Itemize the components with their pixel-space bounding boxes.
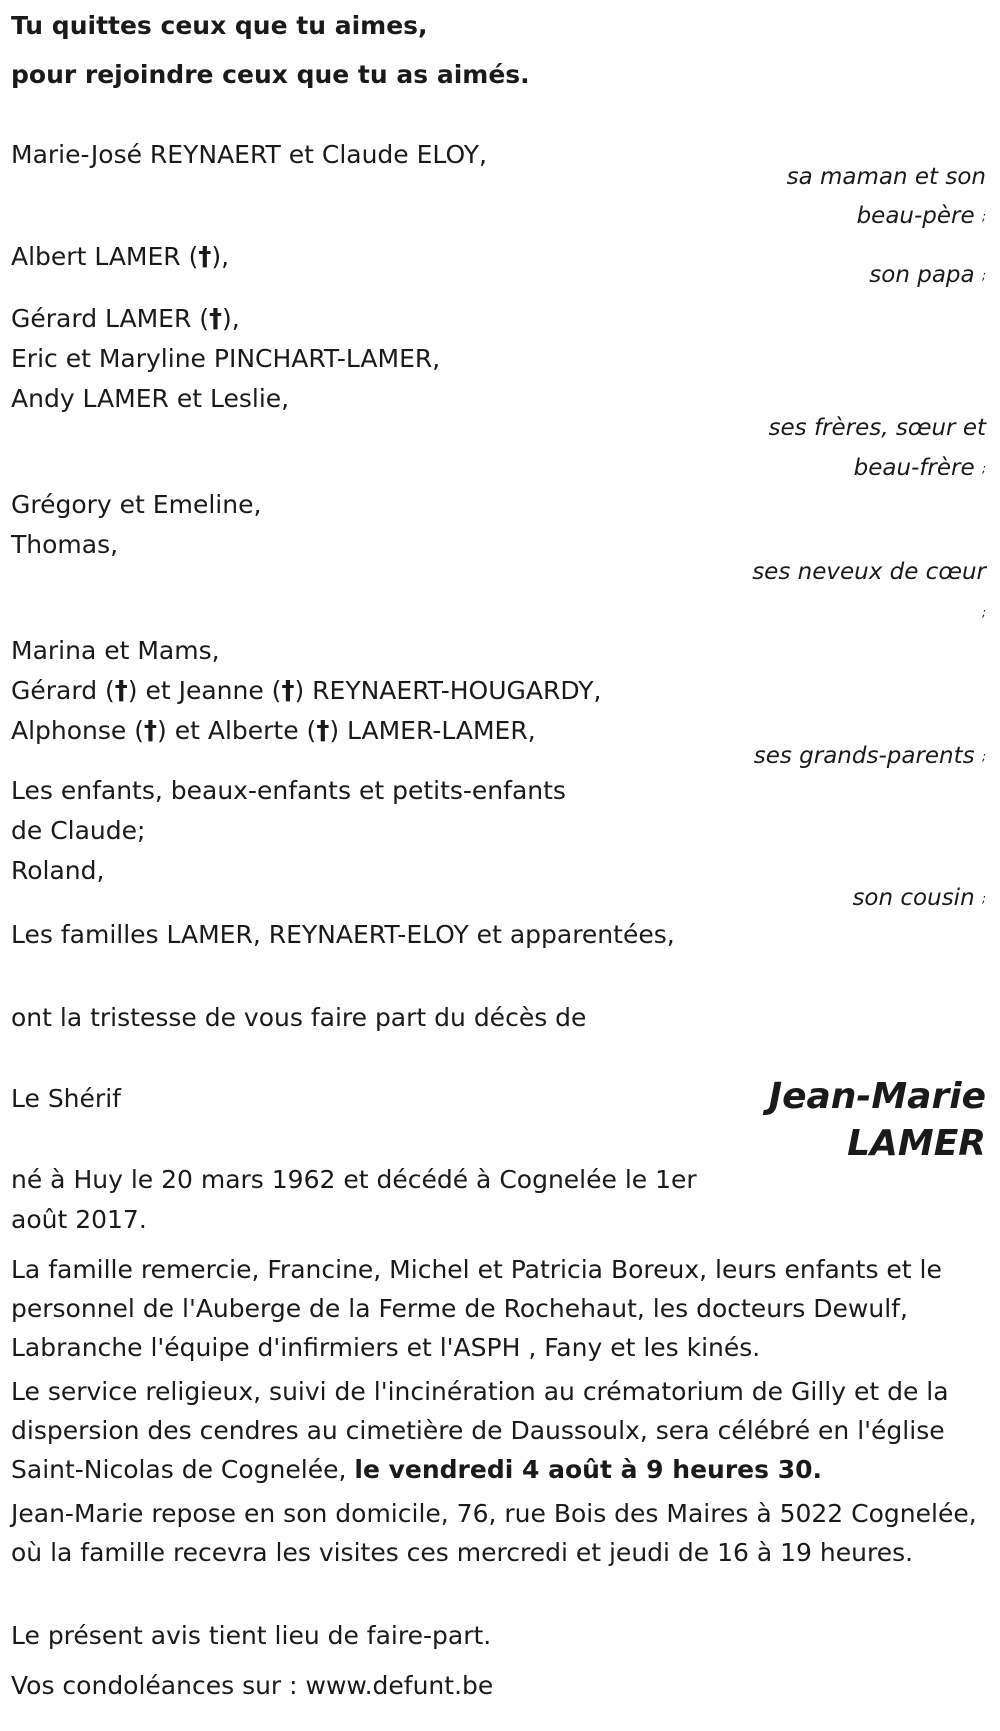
text: Alphonse ( — [11, 716, 145, 745]
semicolon: ; — [981, 268, 986, 283]
family-grand-2 — [11, 671, 601, 711]
family-sibling-3: Andy LAMER et Leslie, — [11, 384, 290, 413]
condolences: Vos condoléances sur : www.defunt.be — [11, 1671, 494, 1700]
service-text: Le service religieux, suivi de l'incinération au crématorium de Gilly et de la dispersion des cendres au cimetière de Daussoulx, sera célébré en l'église Saint-Nicolas de Cognelée, — [11, 1377, 949, 1484]
relation-text: ses grands-parents — [753, 743, 975, 769]
text: ) et Jeanne ( — [127, 676, 282, 705]
text: ), — [222, 304, 240, 333]
family-sibling-1 — [11, 299, 240, 339]
service-date: le vendredi 4 août à 9 heures 30. — [354, 1455, 822, 1484]
text: Gérard ( — [11, 676, 115, 705]
obituary-notice — [11, 0, 986, 1731]
family-grand-3 — [11, 711, 536, 751]
birth-death-line-1: né à Huy le 20 mars 1962 et décédé à Cognelée le 1er — [11, 1165, 697, 1194]
birth-death-line-2: août 2017. — [11, 1205, 147, 1234]
epigraph-line-2: pour rejoindre ceux que tu as aimés. — [11, 60, 530, 89]
thanks-paragraph: La famille remercie, Francine, Michel et Patricia Boreux, leurs enfants et le personnel de l'Auberge de la Ferme de Rochehaut, les docteurs Dewulf, Labranche l'équipe d'infirmiers et l'ASPH , Fany et les kinés. — [11, 1255, 942, 1362]
deceased-last-name: LAMER — [847, 1123, 986, 1164]
relation-father — [869, 255, 986, 296]
family-children-line-1: Les enfants, beaux-enfants et petits-enfants — [11, 776, 566, 805]
relation-mother-1: sa maman et son — [786, 164, 986, 190]
family-nephew-1: Grégory et Emeline, — [11, 490, 262, 519]
cross-icon: † — [114, 676, 128, 706]
cross-icon: † — [316, 716, 330, 746]
notice: Le présent avis tient lieu de faire-part. — [11, 1621, 492, 1650]
relation-nephews-1: ses neveux de cœur — [752, 559, 986, 585]
relation-siblings-2 — [854, 448, 986, 489]
text: Gérard LAMER ( — [11, 304, 210, 333]
text: ) LAMER-LAMER, — [329, 716, 536, 745]
cross-icon: † — [209, 304, 223, 334]
family-father — [11, 237, 229, 277]
family-mother: Marie-José REYNAERT et Claude ELOY, — [11, 140, 487, 169]
text: ), — [211, 242, 230, 271]
family-nephew-2: Thomas, — [11, 530, 119, 559]
deceased-first-name: Jean-Marie — [768, 1076, 986, 1117]
service-paragraph — [11, 1372, 986, 1489]
semicolon: ; — [981, 891, 986, 906]
relation-grandparents — [754, 736, 986, 777]
relation-text: son cousin — [852, 885, 975, 911]
relation-mother-2 — [857, 196, 986, 237]
nickname: Le Shérif — [11, 1084, 121, 1113]
announcement: ont la tristesse de vous faire part du décès de — [11, 1003, 587, 1032]
family-sibling-2: Eric et Maryline PINCHART-LAMER, — [11, 344, 441, 373]
text: ) REYNAERT-HOUGARDY, — [294, 676, 602, 705]
text: ) et Alberte ( — [157, 716, 317, 745]
relation-text: son papa — [869, 262, 975, 288]
cross-icon: † — [198, 242, 212, 272]
relation-text: beau-père — [856, 203, 975, 229]
cross-icon: † — [144, 716, 158, 746]
family-cousin: Roland, — [11, 856, 105, 885]
family-extended: Les familles LAMER, REYNAERT-ELOY et apparentées, — [11, 920, 675, 949]
relation-cousin — [852, 878, 986, 919]
epigraph-line-1: Tu quittes ceux que tu aimes, — [11, 11, 428, 40]
relation-text: beau-frère — [853, 455, 975, 481]
semicolon: ; — [981, 209, 986, 224]
cross-icon: † — [281, 676, 295, 706]
rest-paragraph: Jean-Marie repose en son domicile, 76, rue Bois des Maires à 5022 Cognelée, où la famille recevra les visites ces mercredi et jeudi de 16 à 19 heures. — [11, 1499, 977, 1567]
family-grand-1: Marina et Mams, — [11, 636, 220, 665]
semicolon: ; — [981, 461, 986, 476]
semicolon: ; — [981, 749, 986, 764]
family-children-line-2: de Claude; — [11, 816, 146, 845]
relation-siblings-1: ses frères, sœur et — [768, 415, 986, 441]
relation-nephews-2 — [982, 592, 986, 633]
semicolon: ; — [981, 605, 986, 620]
text: Albert LAMER ( — [11, 242, 199, 271]
